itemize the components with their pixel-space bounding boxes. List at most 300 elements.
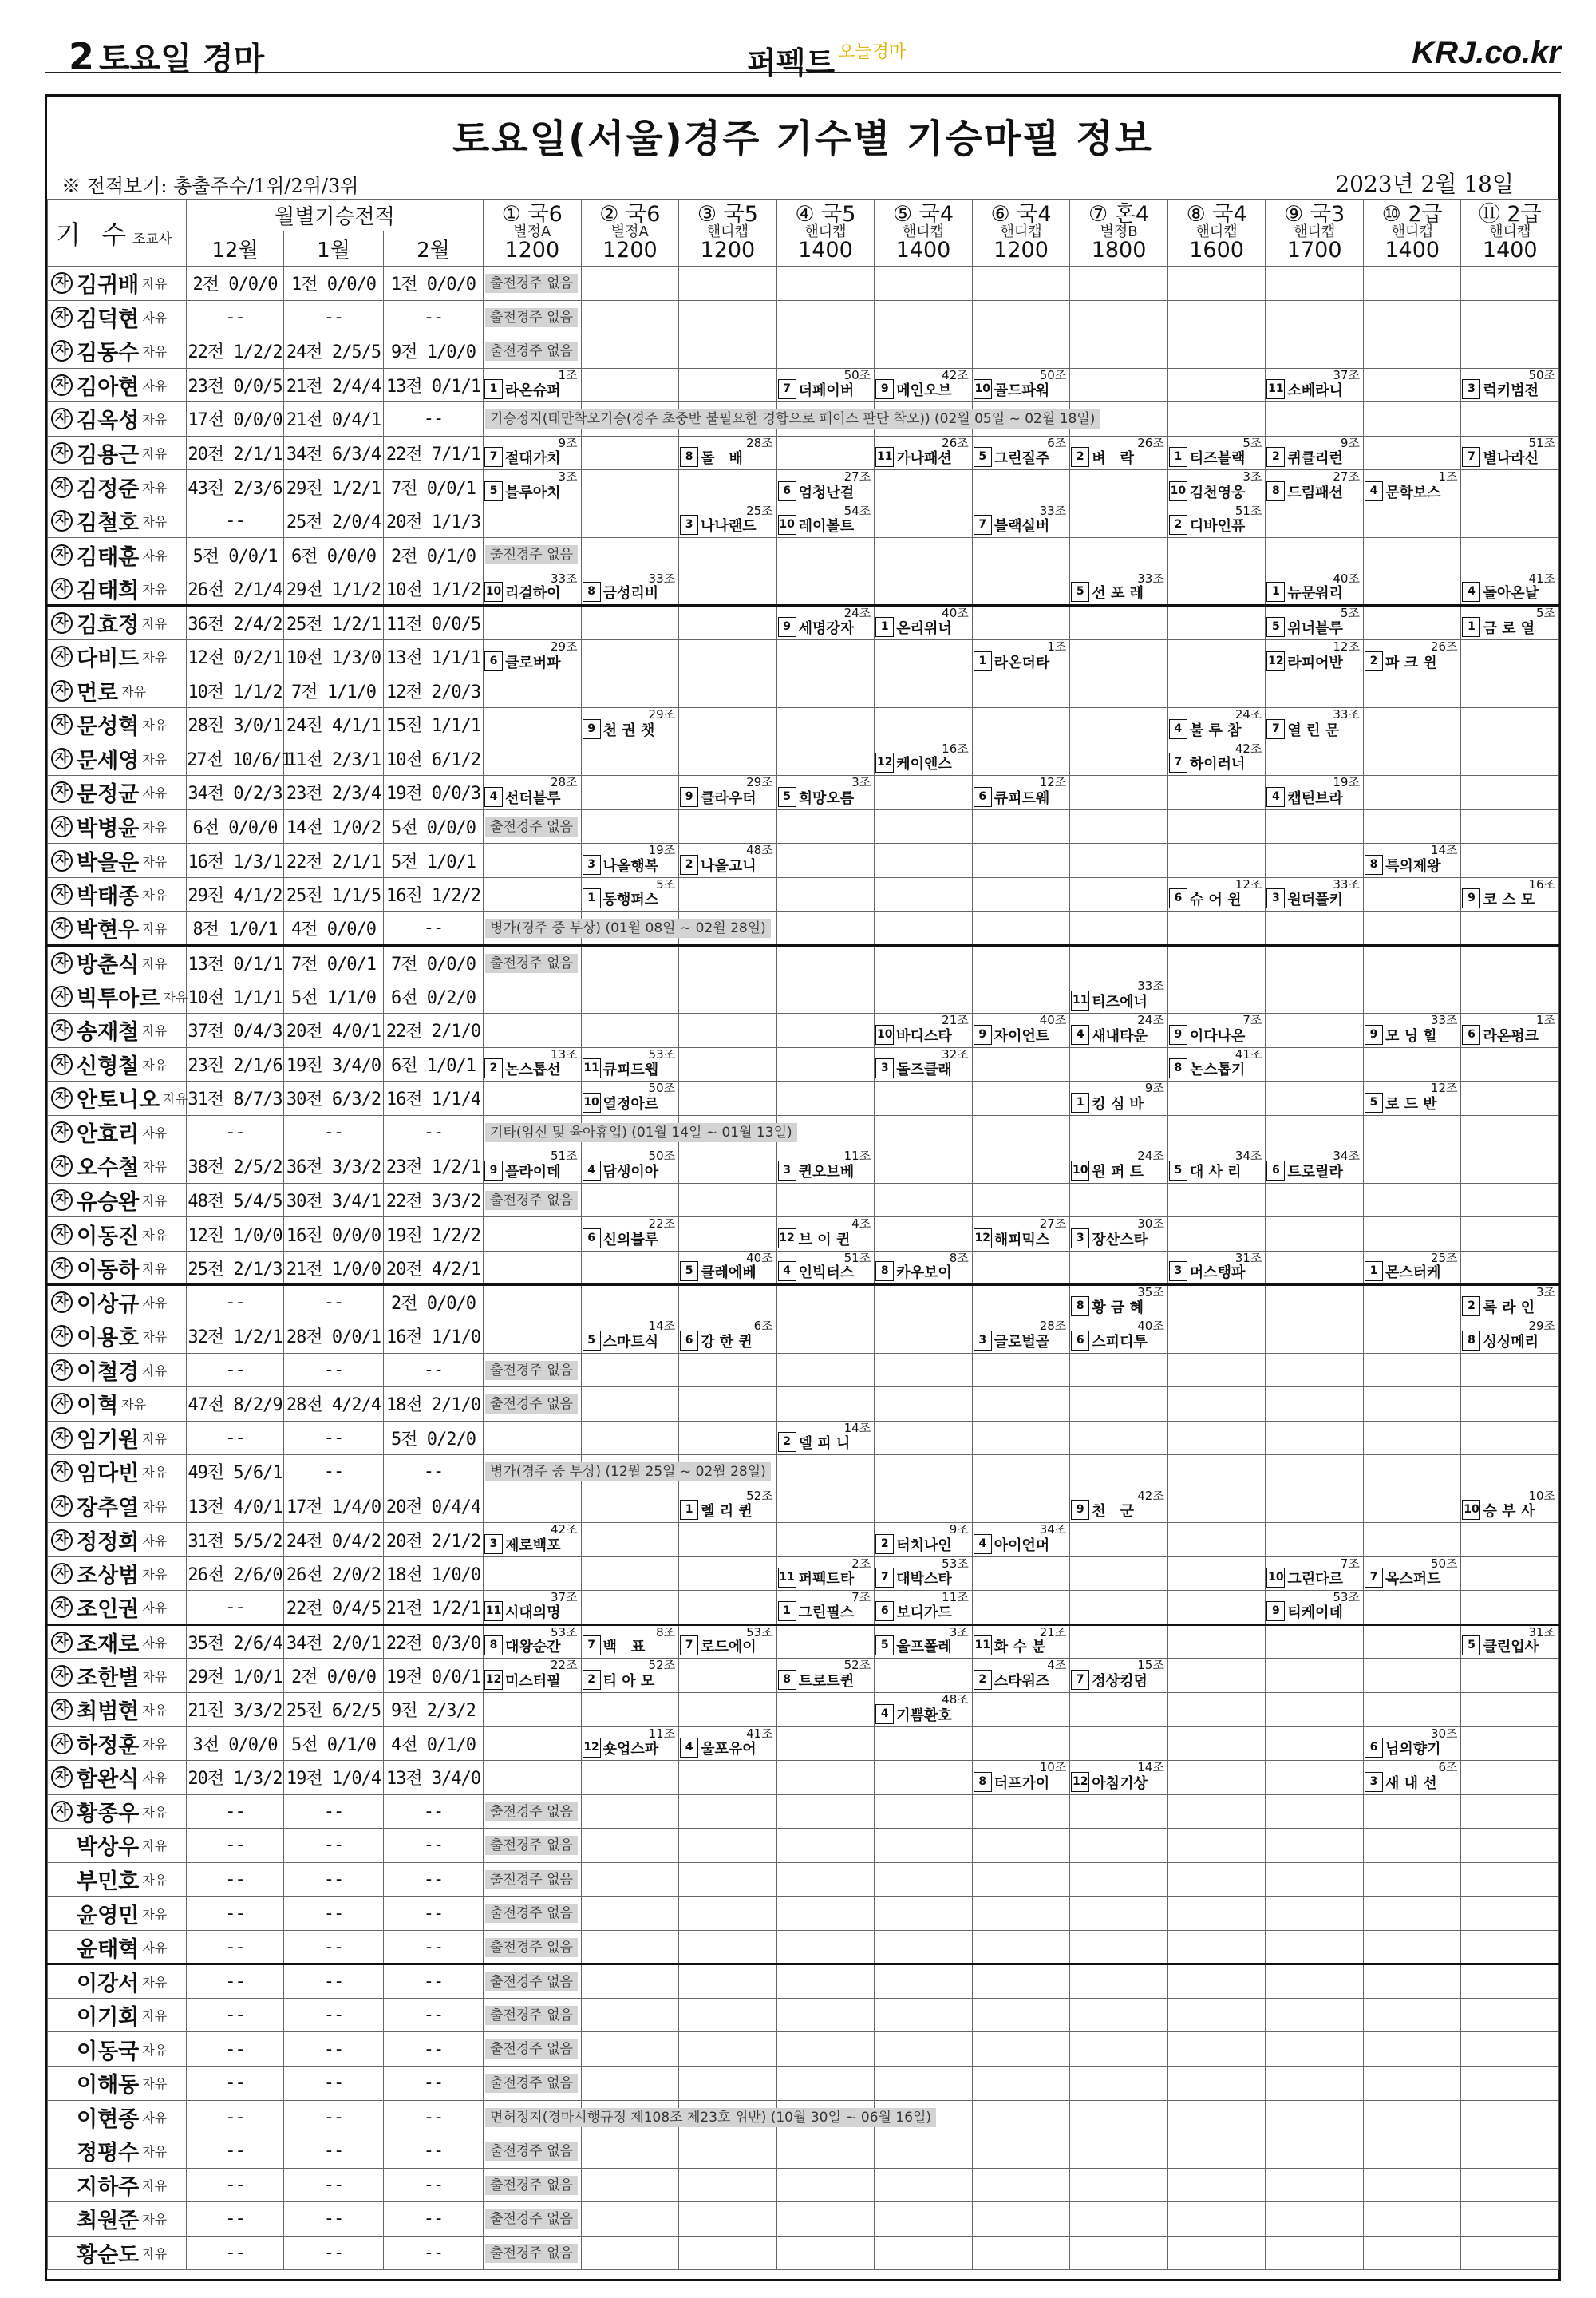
mount-entry[interactable]	[776, 776, 875, 810]
freelance-mark: 자	[51, 374, 73, 396]
race-distance: 1800	[1091, 237, 1147, 263]
trainer-group: 48조	[746, 843, 773, 858]
jockey-name-cell[interactable]	[48, 2168, 187, 2202]
horse-name: 킹 심 바	[1092, 1095, 1144, 1113]
mount-entry[interactable]	[972, 1217, 1070, 1252]
empty-cell	[1461, 1556, 1559, 1591]
empty-cell	[972, 1047, 1070, 1082]
mount-entry[interactable]	[972, 1624, 1070, 1659]
month-record: --	[284, 1829, 384, 1863]
mount-entry[interactable]	[1363, 1082, 1461, 1116]
mount-entry[interactable]	[1070, 1149, 1168, 1184]
jockey-name-cell[interactable]	[48, 606, 187, 640]
mount-entry[interactable]	[1461, 1319, 1559, 1353]
jockey-name-cell[interactable]	[48, 1489, 187, 1523]
empty-cell	[581, 1183, 679, 1217]
freelance-mark: 자	[51, 442, 73, 464]
mount-entry[interactable]	[581, 844, 679, 878]
mount-entry[interactable]	[581, 1047, 679, 1082]
mount-entry[interactable]	[1266, 436, 1364, 470]
jockey-row	[48, 640, 1559, 674]
mount-entry[interactable]	[875, 606, 973, 640]
month-record: 9전 1/0/0	[384, 334, 484, 369]
mount-entry[interactable]	[679, 1319, 777, 1353]
mount-entry[interactable]	[875, 1014, 973, 1048]
jockey-name-cell[interactable]	[48, 674, 187, 708]
mount-entry[interactable]	[1461, 1624, 1559, 1659]
mount-entry[interactable]	[1363, 1761, 1461, 1795]
mount-entry[interactable]	[484, 1624, 582, 1659]
mount-entry[interactable]	[1167, 1014, 1266, 1048]
mount-entry[interactable]	[776, 1149, 875, 1184]
jockey-name-cell[interactable]	[48, 572, 187, 606]
mount-entry[interactable]	[875, 1523, 973, 1557]
mount-entry[interactable]	[875, 1556, 973, 1591]
empty-cell	[1070, 1421, 1168, 1455]
trainer-group: 26조	[942, 435, 969, 450]
mount-entry[interactable]	[1070, 1319, 1168, 1353]
mount-entry[interactable]	[1167, 708, 1266, 742]
status-note-cell	[484, 267, 582, 301]
empty-cell	[1266, 809, 1364, 844]
horse-name: 아침기상	[1092, 1774, 1148, 1792]
jockey-name-cell[interactable]	[48, 2032, 187, 2067]
month-record: 2전 0/0/0	[187, 267, 284, 301]
month-record: 13전 0/1/1	[384, 368, 484, 402]
jockey-name-cell[interactable]	[48, 877, 187, 912]
empty-cell	[1363, 776, 1461, 810]
horse-number: 7	[875, 1568, 894, 1588]
jockey-name-cell[interactable]	[48, 1659, 187, 1693]
mount-entry[interactable]	[972, 504, 1070, 538]
empty-cell	[1167, 776, 1266, 810]
empty-cell	[972, 877, 1070, 912]
jockey-name-cell[interactable]	[48, 708, 187, 742]
mount-entry[interactable]	[1070, 1659, 1168, 1693]
mount-entry[interactable]	[1266, 640, 1364, 674]
empty-cell	[581, 300, 679, 334]
mount-entry[interactable]	[1070, 1014, 1168, 1048]
mount-entry[interactable]	[581, 1149, 679, 1184]
jockey-name-cell[interactable]	[48, 2100, 187, 2134]
mount-entry[interactable]	[679, 504, 777, 538]
horse-name: 천 권 챗	[602, 722, 655, 739]
empty-cell	[1461, 979, 1559, 1014]
jockey-row	[48, 708, 1559, 742]
trainer-group: 34조	[1039, 1522, 1067, 1537]
mount-entry[interactable]	[972, 1761, 1070, 1795]
horse-name: 김천영웅	[1189, 484, 1246, 501]
mount-entry[interactable]	[1461, 1014, 1559, 1048]
mount-entry[interactable]	[1266, 470, 1364, 504]
empty-cell	[875, 1353, 973, 1387]
mount-entry[interactable]	[1266, 368, 1364, 402]
empty-cell	[1461, 402, 1559, 437]
empty-cell	[972, 1489, 1070, 1523]
mount-entry[interactable]	[581, 572, 679, 606]
month-record: 21전 1/2/1	[384, 1591, 484, 1625]
jockey-name-cell[interactable]	[48, 538, 187, 572]
jockey-name-cell[interactable]	[48, 1149, 187, 1184]
mount-entry[interactable]	[679, 1726, 777, 1761]
mount-entry[interactable]	[1461, 606, 1559, 640]
empty-cell	[875, 1964, 973, 1999]
horse-number: 7	[484, 447, 503, 467]
empty-cell	[1363, 300, 1461, 334]
jockey-name-cell[interactable]	[48, 267, 187, 301]
mount-entry[interactable]	[1461, 1489, 1559, 1523]
month-record: 30전 3/4/1	[284, 1183, 384, 1217]
jockey-name-cell[interactable]	[48, 1556, 187, 1591]
mount-entry[interactable]	[875, 1591, 973, 1625]
mount-entry[interactable]	[484, 436, 582, 470]
jockey-row	[48, 1319, 1559, 1353]
jockey-name-cell[interactable]	[48, 742, 187, 776]
horse-name: 케이엔스	[896, 756, 952, 773]
mount-entry[interactable]	[972, 1014, 1070, 1048]
mount-entry[interactable]	[484, 1591, 582, 1625]
horse-name: 리걸하이	[505, 585, 561, 603]
mount-entry[interactable]	[484, 1659, 582, 1693]
mount-entry[interactable]	[776, 1659, 875, 1693]
mount-entry[interactable]	[1363, 1251, 1461, 1285]
jockey-name-cell[interactable]	[48, 979, 187, 1014]
mount-entry[interactable]	[679, 1624, 777, 1659]
mount-entry[interactable]	[1461, 368, 1559, 402]
horse-name: 슈 어 윈	[1189, 892, 1242, 909]
month-record: 7전 0/0/1	[384, 470, 484, 504]
empty-cell	[1363, 2066, 1461, 2100]
mount-entry[interactable]	[776, 1421, 875, 1455]
mount-entry[interactable]	[484, 1047, 582, 1082]
jockey-name-cell[interactable]	[48, 2134, 187, 2169]
jockey-name-cell[interactable]	[48, 1761, 187, 1795]
mount-entry[interactable]	[1167, 1251, 1266, 1285]
mount-entry[interactable]	[679, 776, 777, 810]
freelance-mark: 자	[51, 816, 73, 837]
mount-entry[interactable]	[1363, 1014, 1461, 1048]
month-record: 38전 2/5/2	[187, 1149, 284, 1184]
jockey-name-cell[interactable]	[48, 1183, 187, 1217]
mount-entry[interactable]	[484, 368, 582, 402]
jockey-name-cell[interactable]	[48, 844, 187, 878]
mount-entry[interactable]	[972, 776, 1070, 810]
freelance-mark: 자	[51, 1632, 73, 1653]
empty-cell	[875, 470, 973, 504]
mount-entry[interactable]	[1266, 1591, 1364, 1625]
empty-cell	[1266, 1047, 1364, 1082]
jockey-name-cell[interactable]	[48, 470, 187, 504]
empty-cell	[875, 1455, 973, 1489]
empty-cell	[1363, 1523, 1461, 1557]
status-note-cell	[484, 1930, 582, 1964]
jockey-name-cell[interactable]	[48, 2236, 187, 2270]
empty-cell	[1461, 267, 1559, 301]
jockey-name-cell[interactable]	[48, 1115, 187, 1149]
mount-entry[interactable]	[776, 1591, 875, 1625]
mount-entry[interactable]	[679, 844, 777, 878]
mount-entry[interactable]	[1461, 877, 1559, 912]
month-record: --	[384, 912, 484, 946]
jockey-name-cell[interactable]	[48, 1591, 187, 1625]
mount-entry[interactable]	[972, 1319, 1070, 1353]
jockey-name-cell[interactable]	[48, 2066, 187, 2100]
mount-entry[interactable]	[1167, 1047, 1266, 1082]
jockey-name-cell[interactable]	[48, 1624, 187, 1659]
mount-entry[interactable]	[1363, 640, 1461, 674]
empty-cell	[679, 1998, 777, 2032]
mount-entry[interactable]	[776, 1217, 875, 1252]
mount-entry[interactable]	[1167, 1149, 1266, 1184]
empty-cell	[1070, 1591, 1168, 1625]
empty-cell	[679, 1285, 777, 1319]
jockey-name-cell[interactable]	[48, 402, 187, 437]
empty-cell	[776, 2032, 875, 2067]
month-record: 10전 1/3/0	[284, 640, 384, 674]
horse-name: 벼 락	[1092, 450, 1135, 468]
jockey-name-cell[interactable]	[48, 1047, 187, 1082]
mount-entry[interactable]	[972, 436, 1070, 470]
mount-entry[interactable]	[875, 1624, 973, 1659]
mount-entry[interactable]	[1461, 436, 1559, 470]
mount-entry[interactable]	[484, 776, 582, 810]
jockey-name-cell[interactable]	[48, 1014, 187, 1048]
empty-cell	[1266, 267, 1364, 301]
mount-entry[interactable]	[1363, 470, 1461, 504]
trainer-group: 10조	[1528, 1488, 1556, 1503]
mount-entry[interactable]	[484, 1149, 582, 1184]
jockey-name-cell[interactable]	[48, 1998, 187, 2032]
horse-name: 원 퍼 트	[1092, 1163, 1144, 1181]
mount-entry[interactable]	[1266, 1556, 1364, 1591]
race-distance: 1700	[1286, 237, 1342, 263]
legend: ※ 전적보기: 총출주수/1위/2위/3위	[61, 175, 359, 197]
mount-entry[interactable]	[776, 1556, 875, 1591]
mount-entry[interactable]	[1070, 1082, 1168, 1116]
status-note-cell	[484, 2168, 582, 2202]
jockey-name: 김옥성	[77, 409, 140, 434]
jockey-name-cell[interactable]	[48, 1726, 187, 1761]
jockey-name-cell[interactable]	[48, 1829, 187, 1863]
mount-entry[interactable]	[776, 606, 875, 640]
jockey-name-cell[interactable]	[48, 300, 187, 334]
jockey-name-cell[interactable]	[48, 1082, 187, 1116]
jockey-name: 이강서	[77, 1972, 140, 1997]
mount-entry[interactable]	[1070, 436, 1168, 470]
empty-cell	[776, 1014, 875, 1048]
jockey-name: 이동하	[77, 1257, 140, 1283]
mount-entry[interactable]	[1266, 776, 1364, 810]
jockey-name-cell[interactable]	[48, 1217, 187, 1252]
empty-cell	[972, 1353, 1070, 1387]
jockey-name-cell[interactable]	[48, 1353, 187, 1387]
mount-entry[interactable]	[776, 368, 875, 402]
horse-number: 3	[875, 1058, 894, 1078]
empty-cell	[1266, 912, 1364, 946]
jockey-name-cell[interactable]	[48, 1251, 187, 1285]
jockey-name-cell[interactable]	[48, 1930, 187, 1964]
mount-entry[interactable]	[1070, 979, 1168, 1014]
empty-cell	[1266, 1726, 1364, 1761]
mount-entry[interactable]	[972, 1659, 1070, 1693]
mount-entry[interactable]	[972, 368, 1070, 402]
jockey-name: 김효정	[77, 613, 140, 639]
mount-entry[interactable]	[484, 640, 582, 674]
mount-entry[interactable]	[776, 1251, 875, 1285]
mount-entry[interactable]	[1167, 504, 1266, 538]
mount-entry[interactable]	[581, 1319, 679, 1353]
jockey-name-cell[interactable]	[48, 1862, 187, 1897]
mount-entry[interactable]	[875, 436, 973, 470]
jockey-name-cell[interactable]	[48, 504, 187, 538]
horse-number: 8	[680, 447, 698, 467]
trainer-group: 48조	[942, 1691, 969, 1707]
mount-entry[interactable]	[581, 877, 679, 912]
mount-entry[interactable]	[1266, 877, 1364, 912]
jockey-row	[48, 1930, 1559, 1964]
jockey-name-cell[interactable]	[48, 1387, 187, 1422]
jockey-name-cell[interactable]	[48, 1319, 187, 1353]
empty-cell	[972, 1556, 1070, 1591]
empty-cell	[972, 1251, 1070, 1285]
month-record: --	[384, 2066, 484, 2100]
empty-cell	[875, 1421, 973, 1455]
mount-entry[interactable]	[1167, 742, 1266, 776]
mount-entry[interactable]	[875, 1047, 973, 1082]
mount-entry[interactable]	[484, 1523, 582, 1557]
empty-cell	[1167, 334, 1266, 369]
jockey-name-cell[interactable]	[48, 809, 187, 844]
trainer-group: 27조	[1039, 1216, 1067, 1232]
mount-entry[interactable]	[1070, 1489, 1168, 1523]
jockey-category: 자유	[142, 581, 168, 597]
freelance-mark: 자	[51, 1665, 73, 1687]
mount-entry[interactable]	[679, 1251, 777, 1285]
mount-entry[interactable]	[972, 1523, 1070, 1557]
mount-entry[interactable]	[1266, 708, 1364, 742]
mount-entry[interactable]	[776, 504, 875, 538]
empty-cell	[1363, 606, 1461, 640]
mount-entry[interactable]	[679, 436, 777, 470]
mount-entry[interactable]	[1461, 1285, 1559, 1319]
jockey-name-cell[interactable]	[48, 1455, 187, 1489]
trainer-group: 40조	[942, 606, 969, 621]
jockey-name-cell[interactable]	[48, 640, 187, 674]
mount-entry[interactable]	[875, 1692, 973, 1726]
jockey-row	[48, 470, 1559, 504]
mount-entry[interactable]	[1266, 1149, 1364, 1184]
horse-name: 열 린 문	[1287, 722, 1340, 739]
jockey-name-cell[interactable]	[48, 1794, 187, 1829]
jockey-name-cell[interactable]	[48, 776, 187, 810]
mount-entry[interactable]	[1266, 572, 1364, 606]
horse-number: 2	[1462, 1296, 1480, 1316]
mount-entry[interactable]	[1070, 572, 1168, 606]
mount-entry[interactable]	[581, 1624, 679, 1659]
horse-number: 8	[1169, 1058, 1187, 1078]
jockey-name-cell[interactable]	[48, 2202, 187, 2237]
trainer-group: 29조	[648, 707, 676, 722]
horse-number: 10	[875, 1025, 894, 1045]
jockey-name-cell[interactable]	[48, 1964, 187, 1999]
jockey-name-cell[interactable]	[48, 1692, 187, 1726]
empty-cell	[1461, 1217, 1559, 1252]
mount-entry[interactable]	[1363, 1726, 1461, 1761]
empty-cell	[1461, 1591, 1559, 1625]
jockey-name-cell[interactable]	[48, 912, 187, 946]
empty-cell	[1461, 1659, 1559, 1693]
jockey-row	[48, 674, 1559, 708]
mount-entry[interactable]	[581, 1217, 679, 1252]
horse-number: 10	[583, 1093, 601, 1113]
jockey-name-cell[interactable]	[48, 334, 187, 369]
mount-entry[interactable]	[679, 1489, 777, 1523]
mount-entry[interactable]	[1070, 1217, 1168, 1252]
mount-entry[interactable]	[1363, 844, 1461, 878]
jockey-name-cell[interactable]	[48, 1285, 187, 1319]
month-record: 16전 1/3/1	[187, 844, 284, 878]
mount-entry[interactable]	[1070, 1285, 1168, 1319]
site-link[interactable]: KRJ.co.kr	[1412, 35, 1561, 70]
empty-cell	[1167, 1998, 1266, 2032]
jockey-name-cell[interactable]	[48, 945, 187, 979]
mount-entry[interactable]	[776, 470, 875, 504]
empty-cell	[1363, 2168, 1461, 2202]
freelance-mark: 자	[51, 1699, 73, 1720]
horse-name: 라온더타	[994, 654, 1050, 671]
month-record: --	[384, 2168, 484, 2202]
mount-entry[interactable]	[1167, 877, 1266, 912]
jockey-name-cell[interactable]	[48, 1421, 187, 1455]
horse-number: 3	[484, 1534, 503, 1554]
empty-cell	[581, 1829, 679, 1863]
mount-entry[interactable]	[1167, 470, 1266, 504]
jockey-name-cell[interactable]	[48, 436, 187, 470]
jockey-name-cell[interactable]	[48, 1523, 187, 1557]
month-record: 19전 1/0/4	[284, 1761, 384, 1795]
mount-entry[interactable]	[1266, 606, 1364, 640]
mount-entry[interactable]	[875, 1251, 973, 1285]
mount-entry[interactable]	[875, 368, 973, 402]
jockey-name-cell[interactable]	[48, 1897, 187, 1931]
mount-entry[interactable]	[1070, 1761, 1168, 1795]
month-record: 4전 0/0/0	[284, 912, 384, 946]
empty-cell	[1461, 1897, 1559, 1931]
empty-cell	[679, 640, 777, 674]
mount-entry[interactable]	[972, 640, 1070, 674]
mount-entry[interactable]	[581, 1659, 679, 1693]
mount-entry[interactable]	[875, 742, 973, 776]
mount-entry[interactable]	[484, 470, 582, 504]
month-record: 2전 0/0/0	[284, 1659, 384, 1693]
month-record: 26전 2/1/4	[187, 572, 284, 606]
empty-cell	[1461, 1964, 1559, 1999]
jockey-name-cell[interactable]	[48, 368, 187, 402]
trainer-group: 5조	[1535, 606, 1556, 621]
mount-entry[interactable]	[1167, 436, 1266, 470]
mount-entry[interactable]	[581, 1726, 679, 1761]
page-title: 토요일(서울)경주 기수별 기승마필 정보	[452, 117, 1153, 161]
mount-entry[interactable]	[581, 1082, 679, 1116]
mount-entry[interactable]	[484, 572, 582, 606]
mount-entry[interactable]	[581, 708, 679, 742]
mount-entry[interactable]	[1363, 1556, 1461, 1591]
empty-cell	[1461, 504, 1559, 538]
jockey-category: 자유	[142, 921, 168, 937]
empty-cell	[776, 572, 875, 606]
month-record: 26전 2/0/2	[284, 1556, 384, 1591]
mount-entry[interactable]	[1461, 572, 1559, 606]
